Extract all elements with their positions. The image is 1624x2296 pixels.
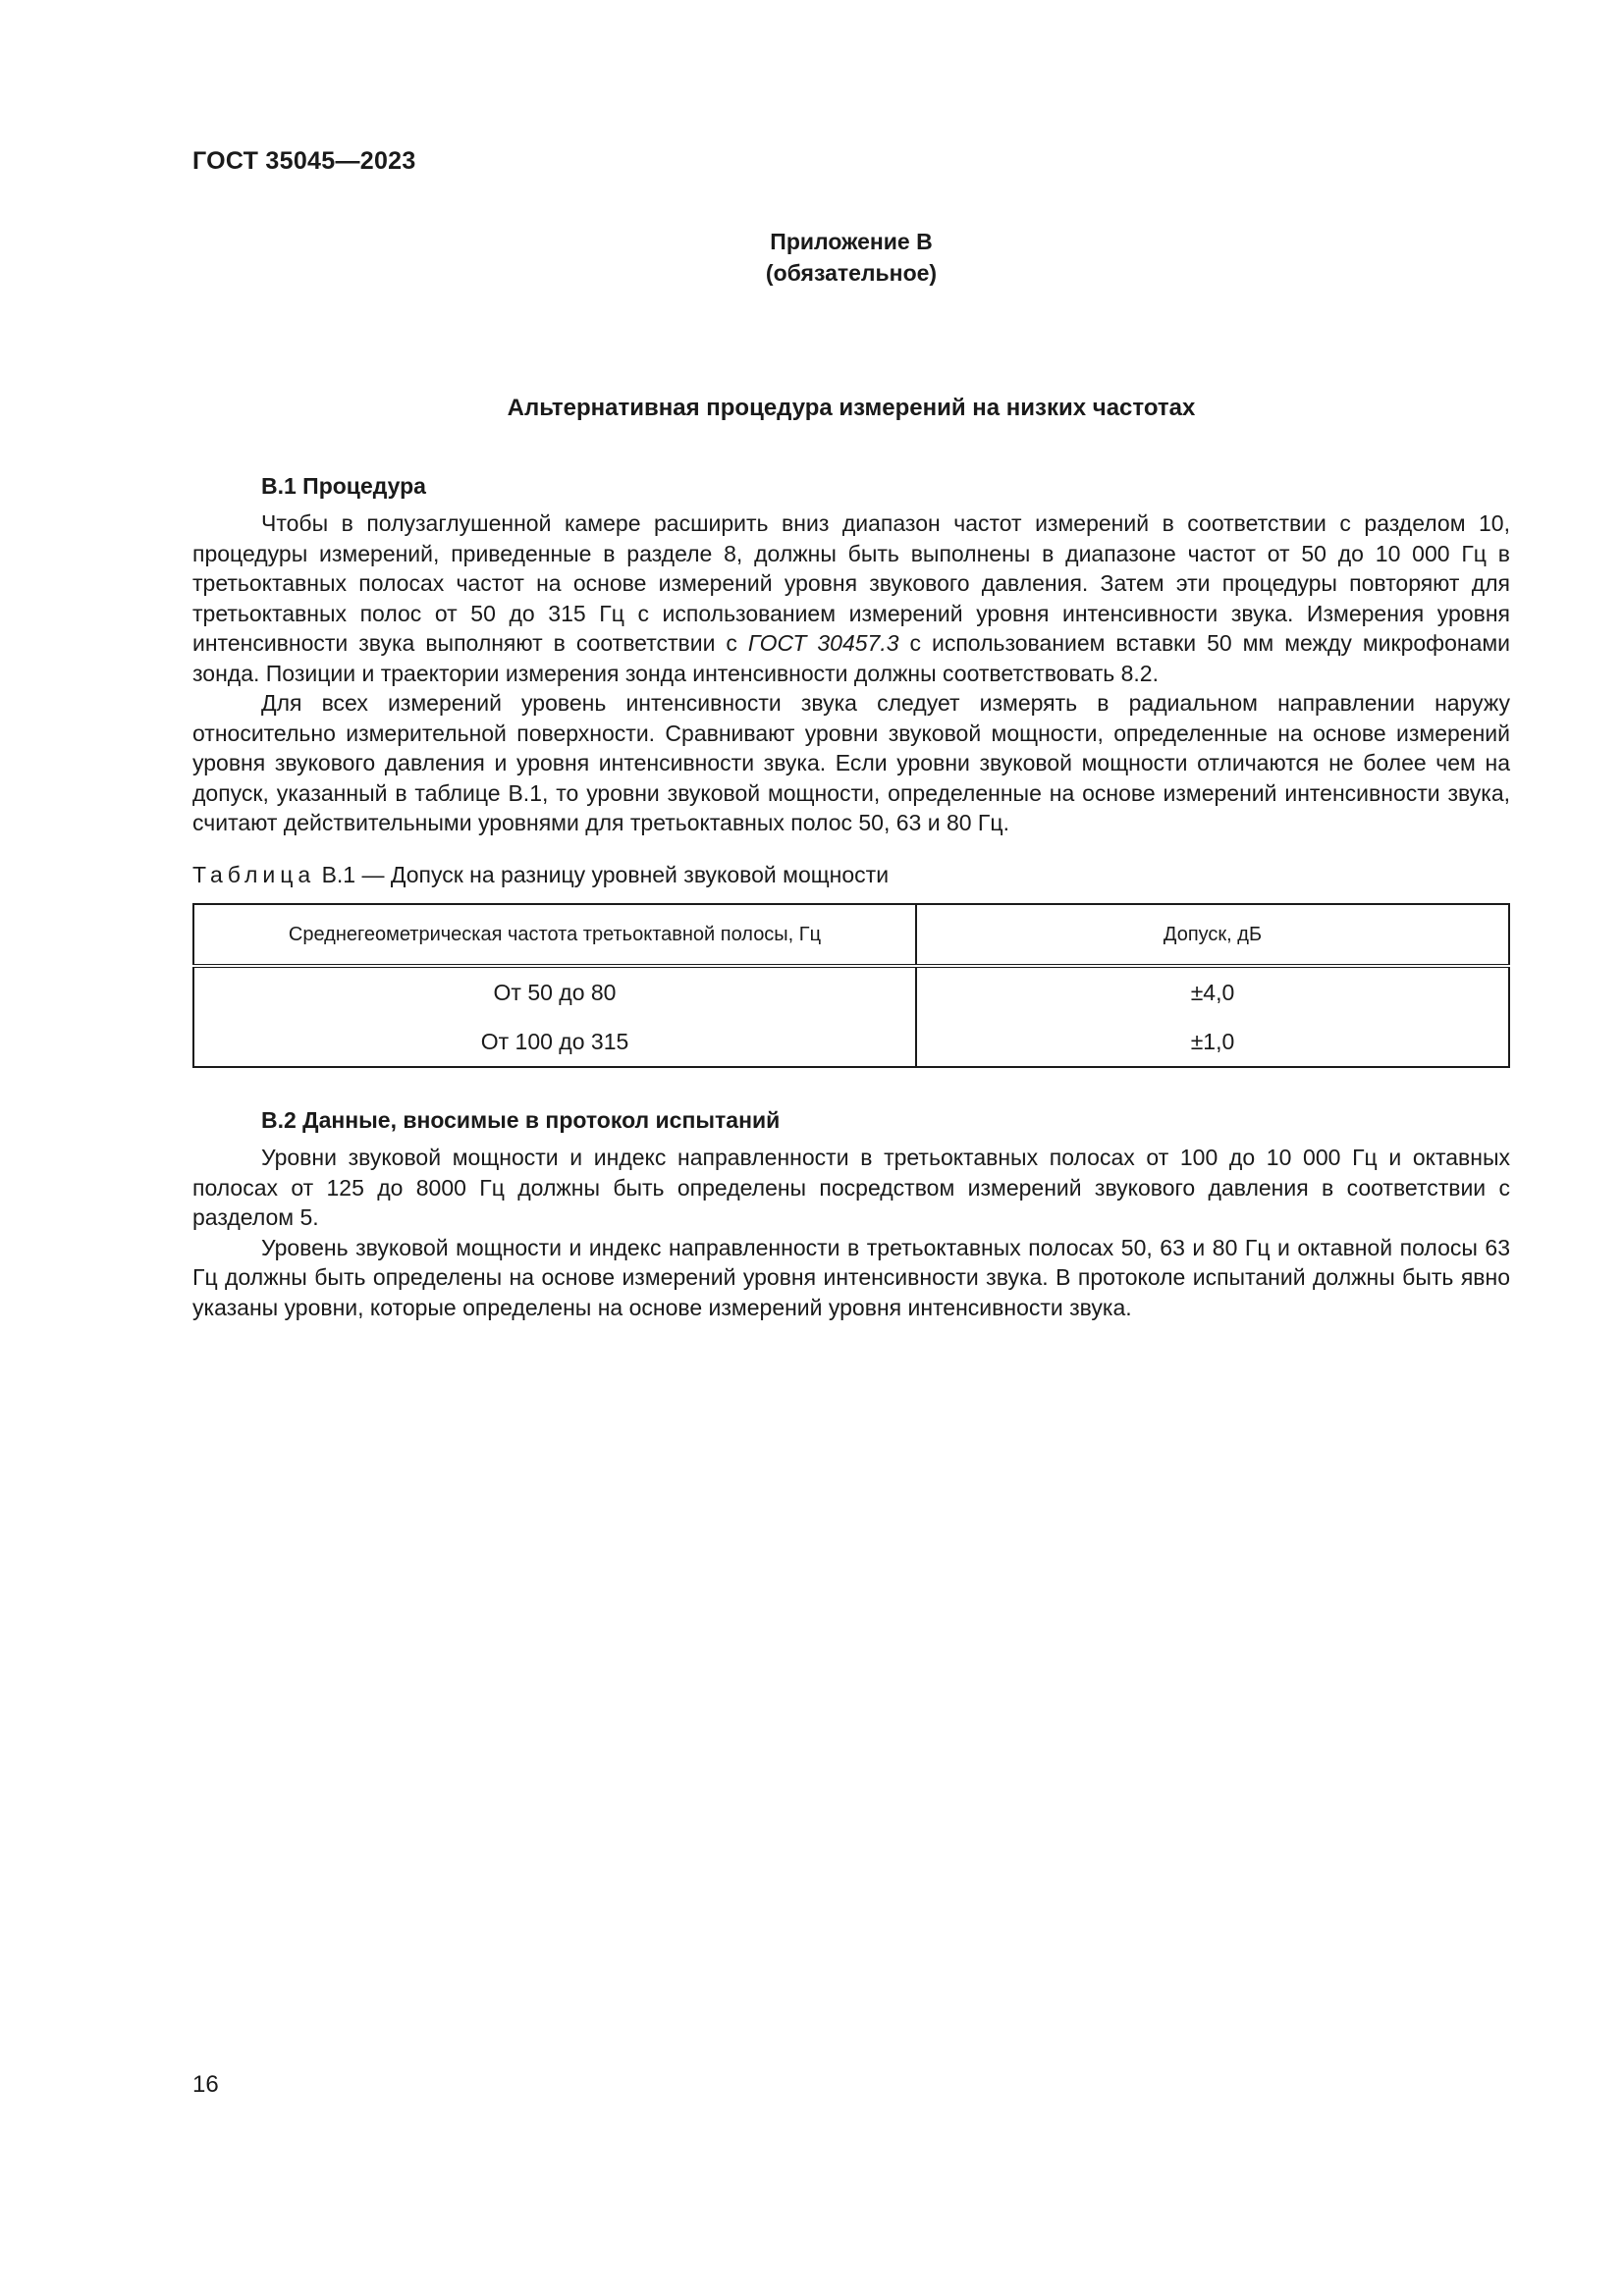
table-cell-frequency: От 100 до 315 [193,1017,916,1067]
section-b1-body [192,508,1510,838]
paragraph-text: с использованием вставки 50 мм между микрофонами зонда. Позиции и траектории измерения зонда интенсивности должны соответствовать 8.2. [192,630,1511,686]
annex-header [192,226,1510,289]
document-id: ГОСТ 35045—2023 [192,147,416,175]
table-row [193,966,1509,1017]
table-caption [192,862,889,888]
section-b1-paragraph-1 [192,508,1510,688]
table-header-frequency: Среднегеометрическая частота третьоктавной полосы, Гц [193,904,916,966]
table-cell-tolerance: ±1,0 [916,1017,1509,1067]
table-cell-tolerance: ±4,0 [916,966,1509,1017]
table-header-tolerance: Допуск, дБ [916,904,1509,966]
section-b2-paragraph-1: Уровни звуковой мощности и индекс направленности в третьоктавных полосах от 100 до 10 000 Гц и октавных полосах от 125 до 8000 Гц должны быть определены посредством измерений звукового давления в соответствии с разделом 5. [192,1145,1510,1230]
table-header-row [193,904,1509,966]
page-number: 16 [192,2071,219,2098]
standard-reference: ГОСТ 30457.3 [747,630,899,656]
section-b2-body [192,1143,1510,1322]
tolerance-table [192,903,1510,1068]
section-b2-paragraph-2: Уровень звуковой мощности и индекс направленности в третьоктавных полосах 50, 63 и 80 Гц и октавной полосы 63 Гц должны быть определены на основе измерений уровня интенсивности звука. В протоколе испытаний должны быть явно указаны уровни, которые определены на основе измерений уровня интенсивности звука. [192,1234,1510,1320]
section-b1-paragraph-2: Для всех измерений уровень интенсивности звука следует измерять в радиальном направлении наружу относительно измерительной поверхности. Сравнивают уровни звуковой мощности, определенные на основе измерений уровня звукового давления и уровня интенсивности звука. Если уровни звуковой мощности отличаются не более чем на допуск, указанный в таблице В.1, то уровни звуковой мощности, определенные на основе измерений интенсивности звука, считают действительными уровнями для третьоктавных полос 50, 63 и 80 Гц. [192,690,1510,835]
annex-heading: Альтернативная процедура измерений на низких частотах [507,395,1196,421]
paragraph-text: Чтобы в полузаглушенной камере расширить вниз диапазон частот измерений в соответствии с разделом 10, процедуры измерений, приведенные в разделе 8, должны быть выполнены в диапазоне частот от 50 до 10 000 Гц в третьоктавных полосах частот на основе измерений уровня звукового давления. Затем эти процедуры повторяют для третьоктавных полос от 50 до 315 Гц с использованием измерений уровня интенсивности звука. Измерения уровня интенсивности звука выполняют в соответствии с [192,510,1510,656]
table-cell-frequency: От 50 до 80 [193,966,916,1017]
table-caption-label: Таблица [192,862,316,887]
table-caption-text: В.1 — Допуск на разницу уровней звуковой мощности [321,862,890,887]
section-b1-title: В.1 Процедура [261,473,426,499]
annex-status: (обязательное) [765,260,938,286]
table-row [193,1017,1509,1067]
annex-title: Приложение В [770,229,933,254]
section-b2-title: В.2 Данные, вносимые в протокол испытаний [261,1107,781,1133]
